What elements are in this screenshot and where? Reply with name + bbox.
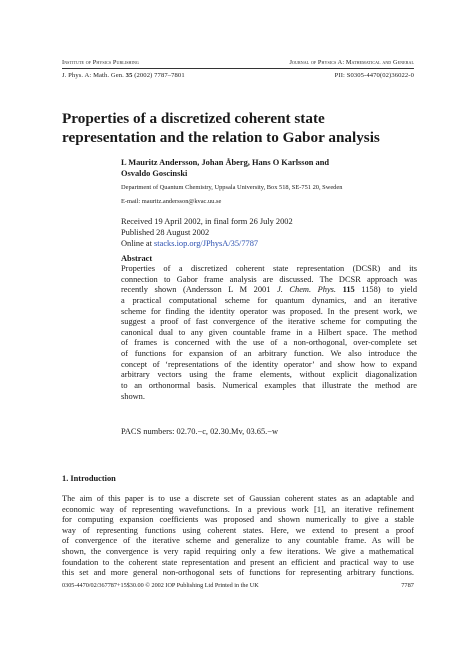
ref-journal: J. Chem. Phys.: [277, 285, 337, 295]
received-date: Received 19 April 2002, in final form 26 July 2002: [121, 217, 293, 226]
affiliation: Department of Quantum Chemistry, Uppsala University, Box 518, SE-751 20, Sweden: [121, 184, 343, 191]
abstract-line: to an orthonormal basis. Numerical examples that illustrate the method are: [121, 381, 417, 391]
body-line: for computing expansion coefficients was proposed and shown numerically to give a stable: [62, 515, 414, 525]
online-link[interactable]: stacks.iop.org/JPhysA/35/7787: [154, 238, 259, 248]
citation-pages: (2002) 7787–7801: [134, 72, 185, 79]
abstract-heading: Abstract: [121, 254, 153, 263]
body-line: this set and more general non-orthogonal sets of functions for representing arbitrary functions.: [62, 568, 414, 578]
abstract-line: a practical computational scheme for quantum dynamics, and an iterative: [121, 295, 417, 305]
abstract-line: Properties of a discretized coherent state representation (DCSR) and its: [121, 264, 417, 273]
abstract-line: scheme for finding the identity operator was proposed. In the present work, we: [121, 306, 417, 316]
page-number: 7787: [401, 582, 414, 589]
body-line: economic way of representing wavefunctions. In a previous work [1], an iterative refinement: [62, 504, 414, 514]
publisher-name: Institute of Physics Publishing: [62, 59, 139, 66]
abstract-line: concept of ‘representations of the identity operator’ and show how to expand: [121, 359, 417, 369]
abstract-line: canonical dual to any given countable frame in a Hilbert space. The method: [121, 327, 417, 337]
citation-volume: 35: [125, 72, 133, 79]
abstract-line: of frames is concerned with the use of a non-orthogonal, over-complete set: [121, 338, 417, 348]
citation-journal: J. Phys. A: Math. Gen.: [62, 72, 124, 79]
paper-title: [62, 109, 422, 147]
publication-dates: [121, 217, 417, 249]
ref-volume: 115: [342, 285, 355, 295]
abstract-line: shown.: [121, 391, 145, 401]
title-line: representation and the relation to Gabor analysis: [62, 129, 380, 146]
email[interactable]: E-mail: mauritz.andersson@kvac.uu.se: [121, 198, 222, 205]
pii: PII: S0305-4470(02)36022-0: [334, 72, 414, 79]
header-rule: [62, 68, 414, 69]
online-line: Online at stacks.iop.org/JPhysA/35/7787: [121, 238, 259, 248]
abstract-line: connection to Gabor frame analysis are discussed. The DCSR approach was: [121, 274, 417, 284]
published-date: Published 28 August 2002: [121, 227, 210, 237]
journal-name: Journal of Physics A: Mathematical and General: [289, 59, 414, 66]
body-line: shown, the convergence is very rapid requiring only a few iterations. We give a mathematical: [62, 546, 414, 556]
pacs-numbers: PACS numbers: 02.70.−c, 02.30.Mv, 03.65.−w: [121, 427, 279, 436]
authors-line: Osvaldo Goscinski: [121, 169, 188, 178]
abstract-line: suggest a proof of fast convergence of the iterative scheme for computing the: [121, 317, 417, 327]
introduction-body: [62, 494, 414, 579]
abstract-line: of functions for expansion of an arbitrary function. We also introduce the: [121, 349, 417, 359]
body-line: way of representing functions using coherent states. Here, we extend to present a proof: [62, 525, 414, 535]
title-line: Properties of a discretized coherent state: [62, 110, 325, 127]
abstract-line: arbitrary vectors using the frame elements, without explicit diagonalization: [121, 370, 417, 380]
abstract-line: recently shown (Andersson L M 2001 J. Chem. Phys. 115 1158) to yield: [121, 285, 417, 295]
body-line: of convergence of the iterative scheme and generalize to any countable frame. As will be: [62, 536, 414, 546]
body-line: The aim of this paper is to use a discrete set of Gaussian coherent states as an adaptable and: [62, 494, 414, 503]
abstract-body: [121, 264, 417, 402]
copyright-footer: 0305-4470/02/367787+15$30.00 © 2002 IOP Publishing Ltd Printed in the UK: [62, 582, 259, 589]
body-line: foundation to the coherent state representation and present an efficient and practical way to use: [62, 557, 414, 567]
authors: [121, 157, 329, 179]
authors-line: L Mauritz Andersson, Johan Åberg, Hans O Karlsson and: [121, 158, 330, 167]
section-heading: 1. Introduction: [62, 474, 116, 483]
citation: [62, 72, 185, 79]
